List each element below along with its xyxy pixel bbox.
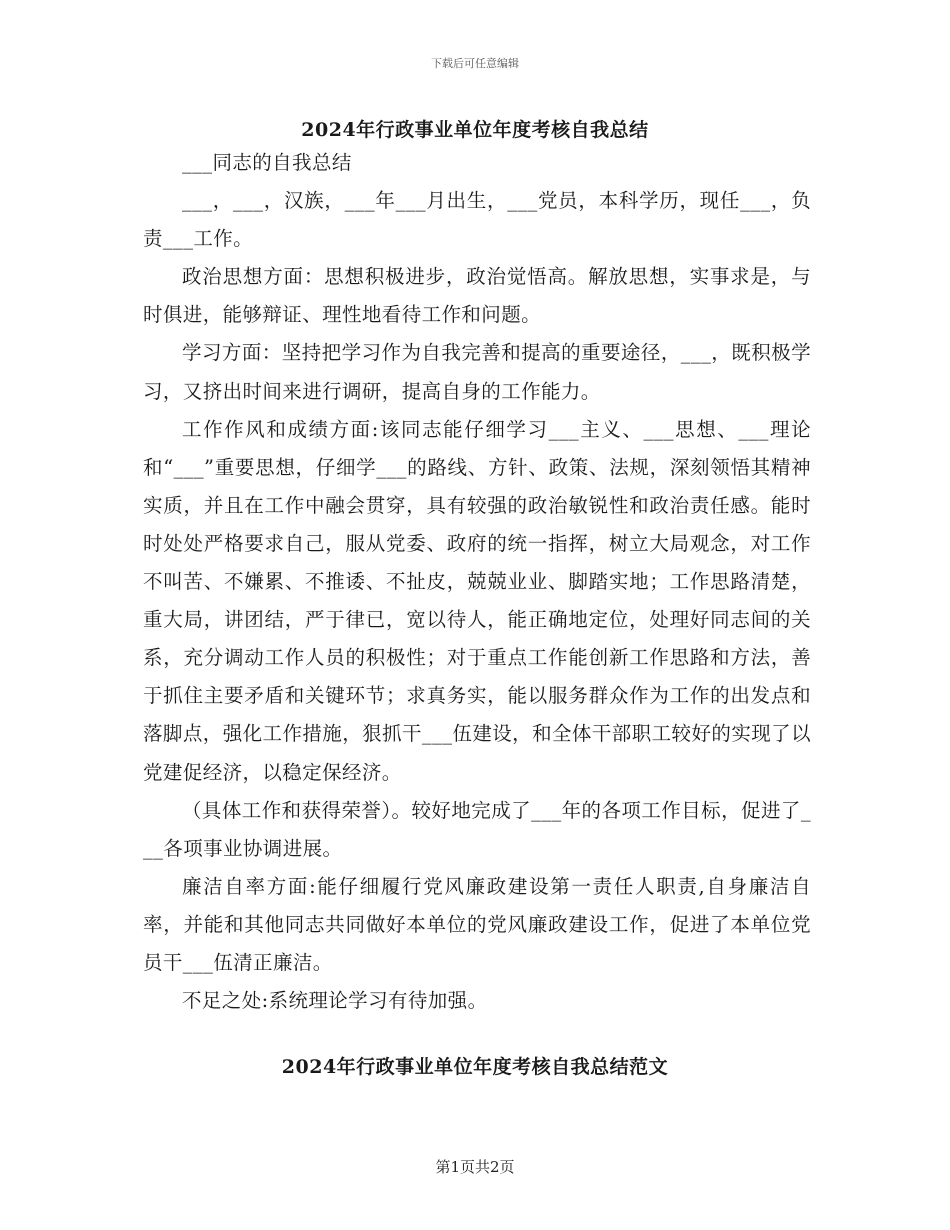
paragraph-political: 政治思想方面：思想积极进步，政治觉悟高。解放思想，实事求是，与时俱进，能够辩证、理性地看待工作和问题。 <box>143 265 811 327</box>
paragraph-shortcomings: 不足之处:系统理论学习有待加强。 <box>182 989 488 1013</box>
second-document-title: 2024年行政事业单位年度考核自我总结范文 <box>281 1056 669 1078</box>
paragraph-subject: ___同志的自我总结 <box>182 151 352 174</box>
paragraph-work-style: 工作作风和成绩方面:该同志能仔细学习___主义、___思想、___理论和“___”重要思想，仔细学___的路线、方针、政策、法规，深刻领悟其精神实质，并且在工作中融会贯穿，具有较强的政治敏锐性和政治责任感。能时时处处严格要求自己，服从党委、政府的统一指挥，树立大局观念，对工作不叫苦、不嫌累、不推诿、不扯皮，兢兢业业、脚踏实地；工作思路清楚，重大局，讲团结，严于律已，宽以待人，能正确地定位，处理好同志间的关系，充分调动工作人员的积极性；对于重点工作能创新工作思路和方法，善于抓住主要矛盾和关键环节；求真务实，能以服务群众作为工作的出发点和落脚点，强化工作措施，狠抓干___伍建设，和全体干部职工较好的实现了以党建促经济，以稳定保经济。 <box>143 417 811 784</box>
document-body <box>143 144 811 1020</box>
paragraph-basic-info: ___，___，汉族，___年___月出生，___党员，本科学历，现任___，负责___工作。 <box>143 189 811 251</box>
document-title: 2024年行政事业单位年度考核自我总结 <box>301 119 649 141</box>
header-note: 下载后可任意编辑 <box>431 57 519 70</box>
paragraph-study: 学习方面：坚持把学习作为自我完善和提高的重要途径，___，既积极学习，又挤出时间来进行调研，提高自身的工作能力。 <box>143 341 811 403</box>
paragraph-achievements: （具体工作和获得荣誉）。较好地完成了___年的各项工作目标，促进了___各项事业协调进展。 <box>143 798 811 860</box>
page-number: 第1页共2页 <box>435 1158 515 1176</box>
paragraph-integrity: 廉洁自率方面:能仔细履行党风廉政建设第一责任人职责,自身廉洁自率，并能和其他同志共同做好本单位的党风廉政建设工作，促进了本单位党员干___伍清正廉洁。 <box>143 874 811 974</box>
